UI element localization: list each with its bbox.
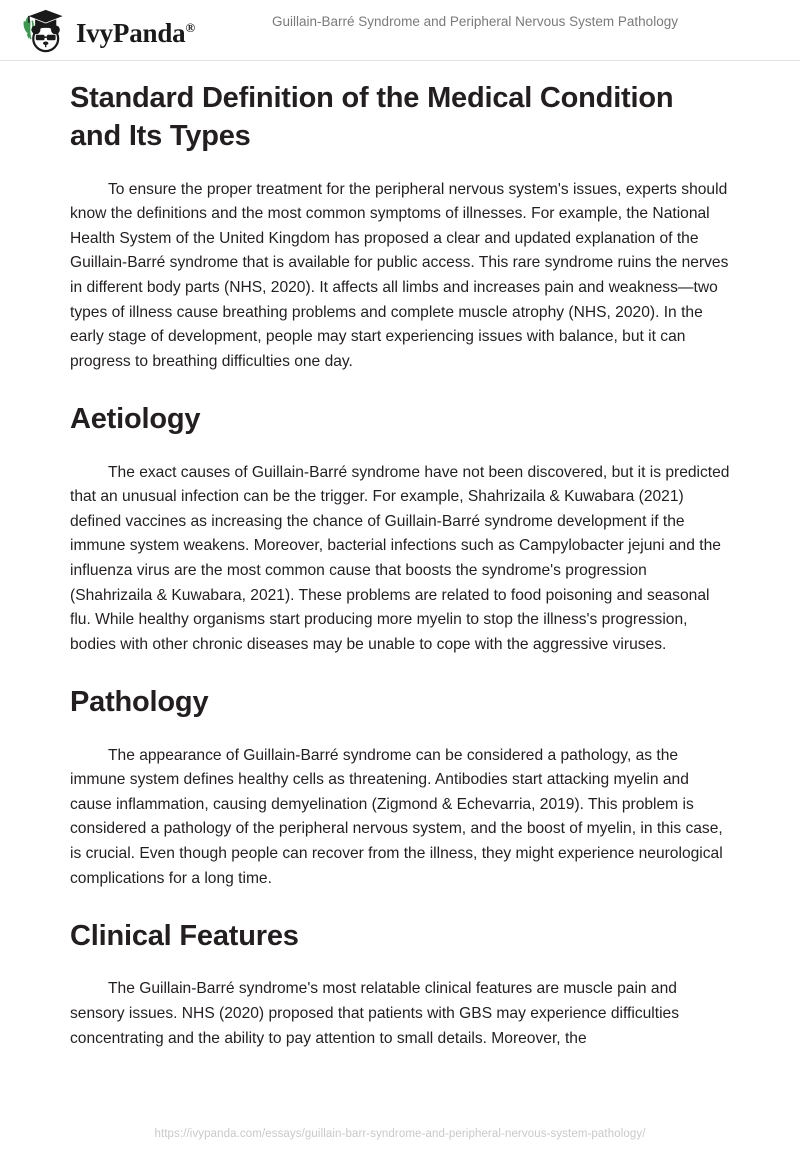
section-paragraph: The appearance of Guillain-Barré syndrome can be considered a pathology, as the immune system defines healthy cells as threatening. Antibodies start attacking myelin and cause inflammation, causing demyelination (Zigmond & Echevarria, 2019). This problem is considered a pathology of the peripheral nervous system, and the boost of myelin, in this case, is crucial. Even though people can recover from the illness, they might experience neurological complications for a long time. [70, 746, 723, 887]
spacer [70, 722, 730, 744]
section-paragraph: The exact causes of Guillain-Barré syndrome have not been discovered, but it is predicted that an unusual infection can be the trigger. For example, Shahrizaila & Kuwabara (2021) defined vaccines as increasing the chance of Guillain-Barré syndrome development if the immune system weakens. Moreover, bacterial infections such as Campylobacter jejuni and the influenza virus are the most common cause that boosts the syndrome's progression (Shahrizaila & Kuwabara, 2021). These problems are related to food poisoning and seasonal flu. While healthy organisms start producing more myelin to stop the illness's progression, bodies with other chronic diseases may be unable to cope with the aggressive viruses. [70, 463, 730, 653]
section-paragraph: The Guillain-Barré syndrome's most relatable clinical features are muscle pain and sensory issues. NHS (2020) proposed that patients with GBS may experience difficulties concentrating and the ability to pay attention to small details. Moreover, the [70, 980, 680, 1047]
spacer [70, 891, 730, 917]
section-heading: Pathology [70, 686, 209, 719]
section-clinical-features [70, 917, 730, 1051]
section-aetiology [70, 400, 730, 657]
section-heading: Aetiology [70, 403, 201, 436]
spacer [70, 439, 730, 461]
document-running-title: Guillain-Barré Syndrome and Peripheral Nervous System Pathology [272, 14, 678, 29]
registered-trademark-symbol: ® [185, 19, 195, 35]
section-heading: Standard Definition of the Medical Condition and Its Types [70, 82, 674, 153]
page-footer [0, 1124, 800, 1142]
page-header [0, 0, 800, 61]
spacer [70, 657, 730, 683]
section-paragraph: To ensure the proper treatment for the peripheral nervous system's issues, experts should know the definitions and the most common symptoms of illnesses. For example, the National Health System of the United Kingdom has proposed a clear and updated explanation of the Guillain-Barré syndrome that is available for public access. This rare syndrome ruins the nerves in different body parts (NHS, 2020). It affects all limbs and increases pain and weakness—two types of illness cause breathing problems and complete muscle atrophy (NHS, 2020). In the early stage of development, people may start experiencing issues with balance, but it can progress to breathing difficulties one day. [70, 180, 729, 370]
spacer [70, 955, 730, 977]
section-standard-definition [70, 61, 730, 374]
source-url-link[interactable]: https://ivypanda.com/essays/guillain-barr-syndrome-and-peripheral-nervous-system-pathology/ [154, 1128, 646, 1140]
spacer [70, 374, 730, 400]
document-body [0, 61, 800, 1051]
section-heading: Clinical Features [70, 920, 299, 953]
brand-name-text: IvyPanda [76, 17, 186, 48]
section-pathology [70, 683, 730, 891]
spacer [70, 156, 730, 178]
